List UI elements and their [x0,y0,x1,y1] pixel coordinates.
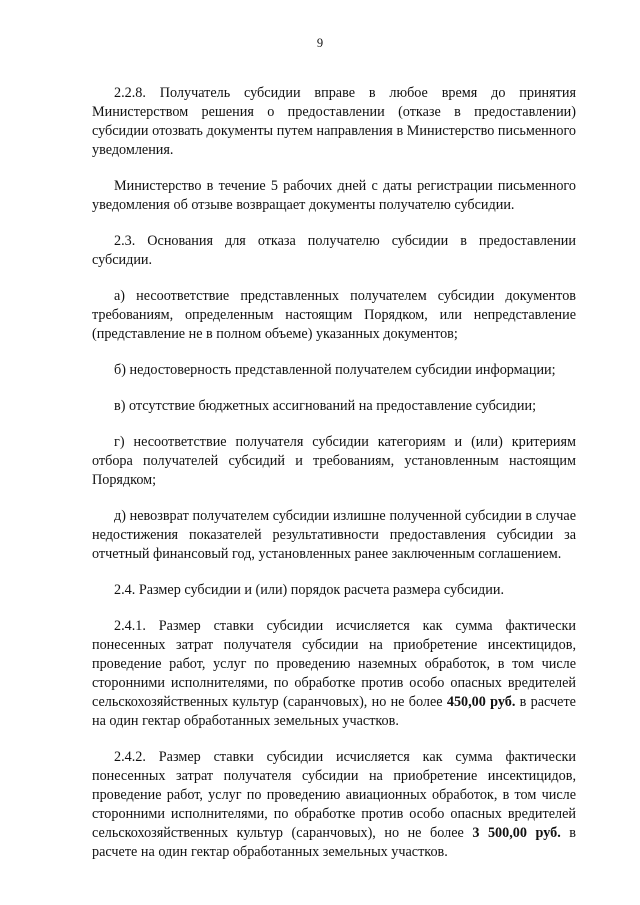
paragraph-2-4-2-text-end: в расчете на один гектар обработанных земельных участков. [92,825,576,860]
paragraph-item-a: а) несоответствие представленных получателем субсидии документов требованиям, определенным настоящим Порядком, или непредставление (представление не в полном объеме) указанных документов; [92,288,576,342]
aviation-rate-amount: 3 500,00 руб. [472,825,561,841]
page-number: 9 [316,36,324,50]
paragraph-item-d: д) невозврат получателем субсидии излишне полученной субсидии в случае недостижения показателей результативности предоставления субсидии за отчетный финансовый год, установленных ранее заключенным соглашением. [92,508,576,562]
paragraph-2-4-1 [92,617,576,731]
paragraph-2-4: 2.4. Размер субсидии и (или) порядок расчета размера субсидии. [114,582,505,598]
paragraph-item-b: б) недостоверность представленной получателем субсидии информации; [114,362,556,378]
paragraph-2-4-1-text-start: 2.4.1. Размер ставки субсидии исчисляется как сумма фактически понесенных затрат получателя субсидии на приобретение инсектицидов, проведение работ, услуг по проведению наземных обработок, в том числе сторонними исполнителями, по обработке против особо опасных вредителей сельскохозяйственных культур (саранчовых), но не более [92,618,576,710]
paragraph-2-3: 2.3. Основания для отказа получателю субсидии в предоставлении субсидии. [92,233,576,268]
paragraph-2-4-1-text-end: в расчете на один гектар обработанных земельных участков. [92,694,576,729]
ground-rate-amount: 450,00 руб. [446,694,516,710]
paragraph-2-2-8: 2.2.8. Получатель субсидии вправе в любое время до принятия Министерством решения о предоставлении (отказе в предоставлении) субсидии отозвать документы путем направления в Министерство письменного уведомления. [92,85,576,158]
paragraph-ministry-return: Министерство в течение 5 рабочих дней с даты регистрации письменного уведомления об отзыве возвращает документы получателю субсидии. [92,178,576,213]
paragraph-2-4-2 [92,748,576,862]
paragraph-2-4-2-text-start: 2.4.2. Размер ставки субсидии исчисляется как сумма фактически понесенных затрат получателя субсидии на приобретение инсектицидов, проведение работ, услуг по проведению авиационных обработок, в том числе сторонними исполнителями, по обработке против особо опасных вредителей сельскохозяйственных культур (саранчовых), но не более [92,749,576,841]
document-body [92,84,576,862]
paragraph-item-g: г) несоответствие получателя субсидии категориям и (или) критериям отбора получателей субсидий и требованиям, установленным настоящим Порядком; [92,434,576,488]
paragraph-item-v: в) отсутствие бюджетных ассигнований на предоставление субсидии; [114,398,537,414]
